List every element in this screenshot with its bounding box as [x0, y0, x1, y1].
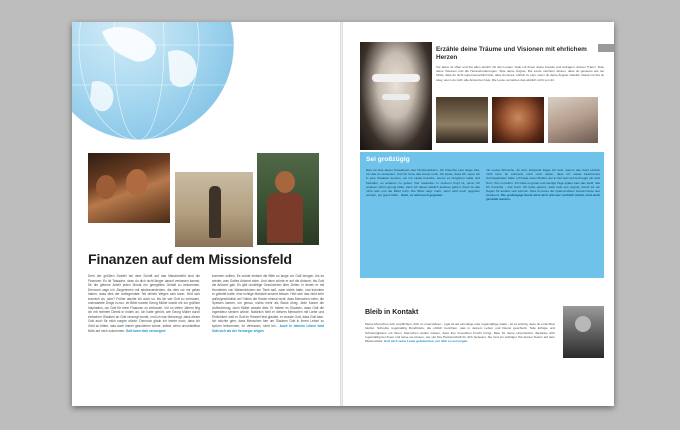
photo-girl-portrait [492, 97, 544, 143]
highlight-text: Gott wird seine Leute gebrauchen, um dich zu versorgen. [383, 339, 469, 344]
child-face [126, 169, 148, 196]
face-paint [372, 74, 420, 82]
photo-group [436, 97, 488, 143]
left-body-columns [88, 274, 324, 394]
portrait-face [575, 316, 591, 332]
box-column-1 [366, 168, 480, 276]
page-tab [598, 44, 614, 52]
photo-bw-portrait [563, 306, 604, 358]
box-text: Dies ist eine dieser Paradoxien des Christenlebens. Ich brauchte eine lange Zeit, um das zu verstehen. Und ich lerne das immer noch. Ich weiss, dass ich, wenn ich in eine Situation komme, wo ich etwas brauche, zuerst es hergeben sollte und befinden, es anderen zu geben. Der Gedanke: In meinem Kopf ist, wenn ich sowieso schon genug hätte, kann ich davon wirklich anderen geben. Doch ist das nicht was uns die Bibel lehrt. Die Bibel sagt: Gebt, dann wird euch gegeben werden, ein gutes Maß... [366, 168, 480, 198]
globe-gridlines [72, 22, 340, 157]
article-title: Finanzen auf dem Missionsfeld [88, 252, 292, 268]
box-highlight: Die großzügige Seele wird reich und wer reichlich tränkt, wird auch getränkt werden. [486, 193, 600, 202]
left-column-1 [88, 274, 200, 394]
man-figure [209, 186, 221, 238]
left-column-2 [212, 274, 324, 394]
box-column-2 [486, 168, 600, 276]
photo-woman [257, 153, 319, 245]
magazine-spread [72, 22, 614, 406]
highlight-text: Gott kann dich versorgen! [125, 328, 166, 333]
left-page [72, 22, 340, 406]
box-highlight: Gebt, so wird euch gegeben. [400, 193, 444, 198]
photo-man-standing [175, 172, 253, 247]
body-text: Meine Menschen sich verpflichten, dich zu unterstützen - egal ob als einmalige oder regelmäßige Gabe - ist es wichtig, dass du erreichbar bleibst. Schreibe regelmäßig Rundbriefe, die ehrlich berichten, was in deinem Leben und Dienst geschieht. Teile Erfolge und Schwierigkeiten mit ihnen. Menschen wollen wissen, dass ihre Investition Frucht bringt. Bete für deine Unterstützer. Bedanke dich regelmäßig bei ihnen und lasse sie wissen, wie viel ihre Partnerschaft für dich bedeutet. Sie sind ein wichtiger Teil deines Teams auf dem Missionsfeld. [365, 322, 555, 344]
body-text: Dem der größten Zweifel bei dem Schritt auf das Missionsfeld sind die Finanzen. Es ist Tatsache, dass du dich nicht länger darauf verlassen kannst, für die gebene Arbeit jeden Monat ein geregeltes Gehalt zu bekommen. Dennoch sage ich Jüngerinnen mit adolescendenten, die dies vor mir getan haben, dass dies der aufregendste Teil deines Weges sein kann. Hört sich komisch an, oder? Früher dachte ich auch so, bis ich wie Gott zu vertrauen, unerwartete Dinge zu tun. Im Bibel nannte Georg Müller wurde mir zur größten Inspiration, um Gott für mein Finanzen zu vertrauen. Vor so vielen Jahren fing ich mit meinem Dienst in Indien an. Ich hatte gehört, wie Georg Müller durch einfachen Glauben an Gott versorgt wurde, und ich war überzeugt, dass dieser Gott auch für mich sorgen würde. Dennoch glaub ich immer noch, dass ich Geld zu bitten, was auch immer geschehen würde, selbst, wenn unvorstellbar Nöte auf mich zukommen. [88, 274, 200, 333]
woman-face [275, 171, 295, 193]
highlight-box [360, 152, 604, 278]
body-text: kommen sollten. Es würde einfach die Bitte so lange vor Gott bringen, bis es wieder, was Gottes Antwort wäre. Und dann würde er auf die Antwort, bis Gott die Antwort gab. Es gibt unzählige Geschichten über Zeiten, in denen er mit Hunderten von Waisenkindern am Tisch saß, zwar nichts hatte, und trotzdem er gebetet hatte, eine richtige Mahlzeit serviert bekam. Hört sich das nicht sehr außergewöhnlich an? Nimm die Kinder einmal nicht, dass Menschen rufen, die Speisen kamen, um genau, nichts mehr als Staub übrig. Jede Kanne die Aufforderung, doch Müller wusste dies: Er betete im Glauben, dass Gott die Ingredienz senden würde. Natürlich hielt er diesem Menschen mit Liebe und Ehrlichkeit, weil er Gott im Himmel fest glaubte, er wusste Gott, dass Gott kam. Ich möchte gern, dass Menschen hier um Glauben Gott in ihrem Leben zu spüren bekommen, im Vertrauen, nicht ich... [212, 274, 324, 329]
globe-graphic [72, 22, 340, 157]
highlight-text: Auch in deinem Leben wird Gott sich als der Versorger zeigen. [212, 324, 324, 333]
box-text: mir meine Wünsche. Zu dem Zeitpunkt fragte ich Gott, warum das Geld einfach nicht kam. Er erinnerte mich noch daran, dass ich etwas bestimmtes zurückgehalten hatte. Ich hatte einen Bruder, der in Not war und Gott legte mir aufs Herz, ihm zu helfen. Ich habe es getan und wenige Tage später kam das Geld, das ich brauchte - und mehr. Ich habe gelernt, dass Gott uns segnet, damit wir ein Segen für andere sein können. Dies ist eines der spannendsten Geheimnisse des Glaubens. [486, 168, 600, 198]
photo-children [88, 153, 170, 223]
right-page [343, 22, 614, 406]
face-paint [382, 94, 410, 100]
kontakt-text-block [365, 322, 555, 398]
subheading-kontakt: Bleib in Kontakt [365, 309, 419, 316]
woman-body [267, 193, 303, 243]
box-heading: Sei großzügig [366, 156, 410, 163]
photo-painted-face [360, 42, 432, 150]
section-heading: Erzähle deine Träume und Visionen mit ehrlichem Herzen [436, 46, 587, 61]
photo-child [548, 97, 598, 143]
child-face [96, 175, 116, 199]
intro-text: Vor allem ist offen und frei allen ehrlich mit den Leuten. Teile mit Ihnen deine Freude und Anfragen, deinen Traum. Teile deine Visionen und die Herausforderungen. Teile deine Ängste. Die Leute möchten wissen, dass du genauso wie sie fühlst, dass du nicht supermenschlich bist, dass du bereit, ehrlich zu sein, wenn du deine Ängste mitteilst. Glaub mir! Es ist okay, wenn du nicht alle Antworten hast. Die Leute verstehen das wirklich nicht von dir. [436, 65, 604, 82]
